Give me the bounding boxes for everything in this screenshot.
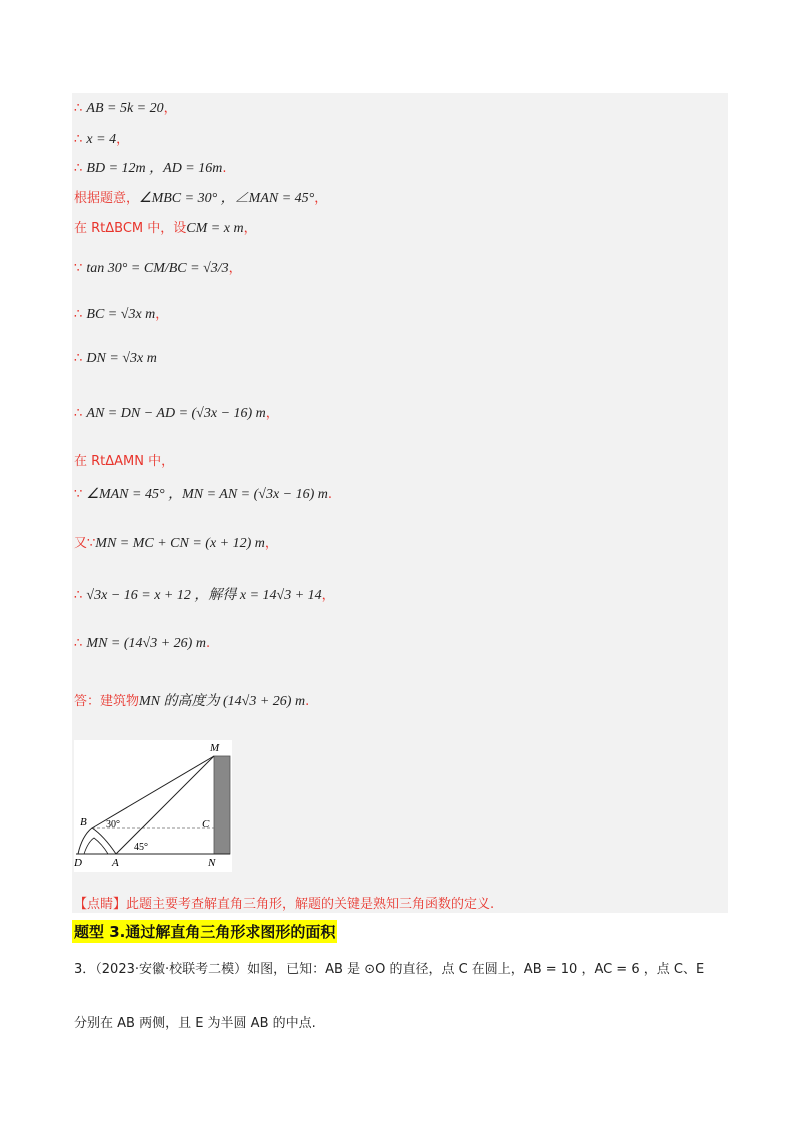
label-d: D <box>74 857 82 869</box>
solution-line: 根据题意，∠MBC = 30° ，∠MAN = 45°， <box>74 191 328 206</box>
solution-line: ∴ BC = √3x m， <box>74 307 169 322</box>
slope-inner-curve <box>84 838 108 854</box>
solution-line: ∵ tan 30° = CM/BC = √3/3， <box>74 261 242 276</box>
solution-line: ∴ AB = 5k = 20， <box>74 101 177 116</box>
solution-line: ∴ x = 4， <box>74 132 130 147</box>
geometry-diagram <box>74 740 232 872</box>
building-rect <box>214 756 230 854</box>
label-n: N <box>208 857 216 869</box>
label-a: A <box>112 857 119 869</box>
question-text-line: 3．（2023·安徽·校联考二模）如图，已知：AB 是 ⊙O 的直径，点 C 在圆上，AB = 10 ，AC = 6 ，点 C、E <box>74 962 705 977</box>
label-b: B <box>80 816 87 828</box>
slope-curve <box>78 828 116 854</box>
question-text-line: 分别在 AB 两侧，且 E 为半圆 AB 的中点. <box>74 1016 316 1031</box>
solution-line: 在 RtΔBCM 中，设CM = x m， <box>74 221 257 236</box>
solution-line: ∴ MN = (14√3 + 26) m. <box>74 636 211 651</box>
solution-line: ∴ √3x − 16 = x + 12 ，解得 x = 14√3 + 14， <box>74 588 335 603</box>
question-type-heading: 题型 3.通过解直角三角形求图形的面积 <box>72 920 337 943</box>
solution-line: ∴ BD = 12m ，AD = 16m. <box>74 161 227 176</box>
geometry-svg <box>74 740 232 872</box>
solution-line: ∴ DN = √3x m <box>74 351 157 366</box>
solution-line: ∴ AN = DN − AD = (√3x − 16) m， <box>74 406 279 421</box>
solution-line: 又∵MN = MC + CN = (x + 12) m， <box>74 536 278 551</box>
solution-line: 答：建筑物MN 的高度为 (14√3 + 26) m. <box>74 694 310 709</box>
angle-label-30: 30° <box>106 819 120 830</box>
label-c: C <box>202 818 210 830</box>
solution-line: ∵ ∠MAN = 45° ，MN = AN = (√3x − 16) m. <box>74 487 333 502</box>
key-point-note: 【点睛】此题主要考查解直角三角形，解题的关键是熟知三角函数的定义. <box>74 897 495 912</box>
solution-line: 在 RtΔAMN 中， <box>74 454 175 469</box>
label-m: M <box>210 742 220 754</box>
angle-label-45: 45° <box>134 842 148 853</box>
